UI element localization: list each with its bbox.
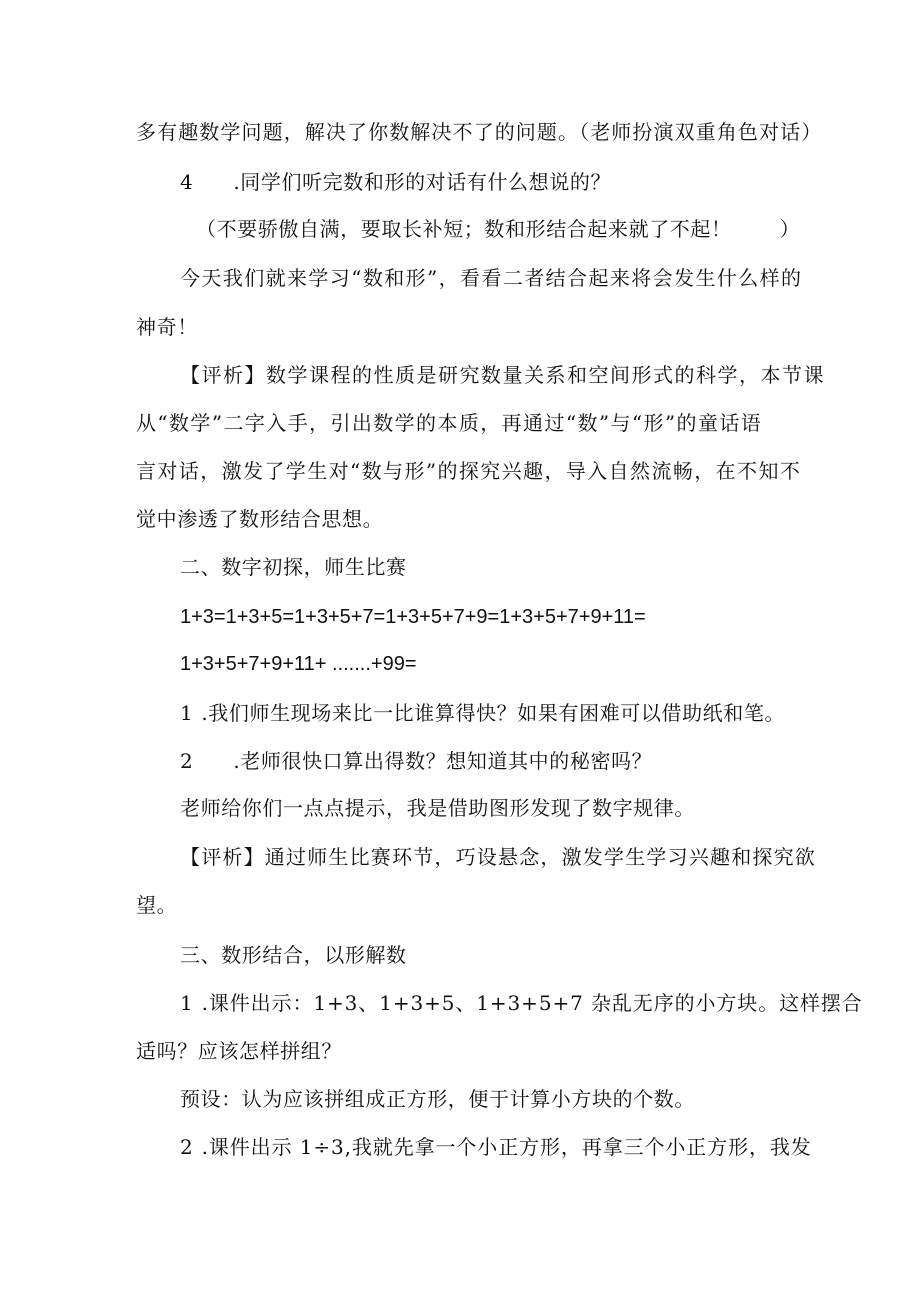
- parenthetical-note: [196, 215, 800, 243]
- item-number: 4: [180, 170, 194, 194]
- section-heading: 三、数形结合，以形解数: [180, 943, 407, 967]
- math-expression: 1+3+5+7+9+11+ .......+99=: [180, 653, 417, 675]
- paragraph-line: 老师给你们一点点提示，我是借助图形发现了数字规律。: [180, 796, 695, 820]
- item-number: 1: [180, 701, 194, 725]
- numbered-item-4: [180, 168, 611, 196]
- paragraph-line: 神奇！: [136, 315, 198, 339]
- paragraph-line: 多有趣数学问题，解决了你数解决不了的问题。（老师扮演双重角色对话）: [136, 120, 823, 144]
- note-close-paren: ）: [779, 217, 801, 241]
- paragraph-line: 今天我们就来学习“数和形”，看看二者结合起来将会发生什么样的: [180, 266, 803, 290]
- paragraph-line: 预设：认为应该拼组成正方形，便于计算小方块的个数。: [180, 1087, 695, 1111]
- numbered-item-2: [180, 1133, 812, 1161]
- commentary-line: 【评析】数学课程的性质是研究数量关系和空间形式的科学，本节课: [180, 363, 825, 387]
- commentary-line: 觉中渗透了数形结合思想。: [136, 507, 384, 531]
- item-text: .课件出示 1÷3,我就先拿一个小正方形，再拿三个小正方形，我发: [201, 1135, 812, 1159]
- commentary-line: 从“数学”二字入手，引出数学的本质，再通过“数”与“形”的童话语: [136, 411, 763, 435]
- item-text: .老师很快口算出得数？想知道其中的秘密吗？: [233, 749, 653, 773]
- item-text: .同学们听完数和形的对话有什么想说的？: [233, 170, 612, 194]
- commentary-line: 言对话，激发了学生对“数与形”的探究兴趣，导入自然流畅，在不知不: [136, 459, 802, 483]
- math-expression: 1+3=1+3+5=1+3+5+7=1+3+5+7+9=1+3+5+7+9+11=: [180, 606, 646, 628]
- numbered-item-1: [180, 989, 863, 1017]
- commentary-line: 望。: [136, 893, 178, 917]
- section-heading: 二、数字初探，师生比赛: [180, 555, 407, 579]
- item-number: 2: [180, 749, 194, 773]
- item-number: 1: [180, 991, 194, 1015]
- numbered-item-2: [180, 747, 652, 775]
- item-number: 2: [180, 1135, 194, 1159]
- note-text: （不要骄傲自满，要取长补短；数和形结合起来就了不起！: [196, 217, 732, 241]
- item-text: .课件出示：1+3、1+3+5、1+3+5+7 杂乱无序的小方块。这样摆合: [201, 991, 863, 1015]
- commentary-line: 【评析】通过师生比赛环节，巧设悬念，激发学生学习兴趣和探究欲: [180, 845, 816, 869]
- numbered-item-1: [180, 699, 785, 727]
- item-text: .我们师生现场来比一比谁算得快？如果有困难可以借助纸和笔。: [201, 701, 786, 725]
- paragraph-line: 适吗？应该怎样拼组？: [136, 1039, 342, 1063]
